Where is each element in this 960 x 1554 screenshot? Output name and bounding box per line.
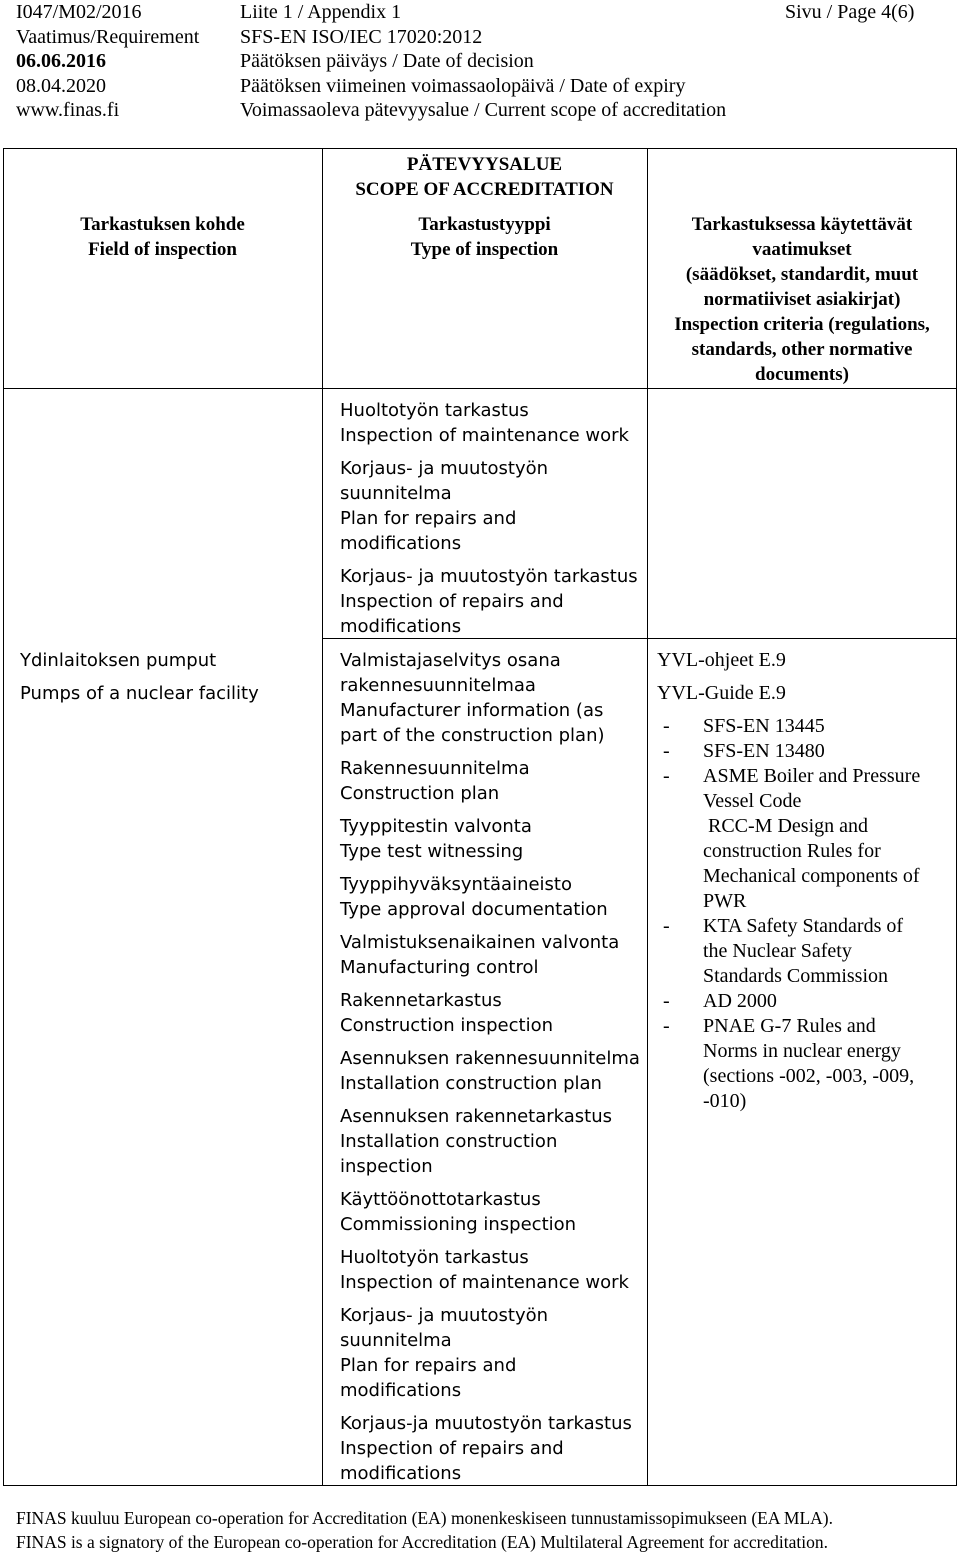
list-item: Korjaus-ja muutostyön tarkastus Inspection of repairs and modifications [340,1413,632,1484]
list-item: Asennuksen rakennetarkastus Installation construction inspection [340,1106,613,1177]
list-item: - ASME Boiler and Pressure Vessel Code RCC-M Design and construction Rules for Mechanical components of PWR [663,765,921,912]
expiry-label: Päätöksen viimeinen voimassaolopäivä / Date of expiry [240,74,686,97]
list-item: Huoltotyön tarkastus Inspection of maintenance work [340,400,629,446]
table-left-border [3,148,4,1486]
list-item: Asennuksen rakennesuunnitelma Installation construction plan [340,1048,640,1094]
row2-inspection-types [340,648,640,1494]
list-item: - SFS-EN 13445 [663,715,825,737]
standards-list [657,714,920,1114]
list-item: Korjaus- ja muutostyön suunnitelma Plan for repairs and modifications [340,1305,549,1401]
column-header-criteria: Tarkastuksessa käytettävät vaatimukset (säädökset, standardit, muut normatiiviset asiakirjat) Inspection criteria (regulations, standards, other normative documents) [674,214,930,385]
scope-label: Voimassaoleva pätevyysalue / Current scope of accreditation [240,99,727,121]
scope-table [3,148,957,1486]
expiry-date: 08.04.2020 [16,74,106,97]
list-item: Tyyppitestin valvonta Type test witnessing [340,816,532,862]
footer-line-fi: FINAS kuuluu European co-operation for Accreditation (EA) monenkeskiseen tunnustamissopimukseen (EA MLA). [16,1508,833,1528]
list-item: - AD 2000 [663,990,777,1012]
appendix-label: Liite 1 / Appendix 1 [240,1,402,23]
list-item: Tyyppihyväksyntäaineisto Type approval documentation [340,874,608,920]
list-item: Korjaus- ja muutostyön suunnitelma Plan for repairs and modifications [340,458,549,554]
list-item: Valmistuksenaikainen valvonta Manufacturing control [340,932,620,978]
decision-date: 06.06.2016 [16,50,106,72]
list-item: Huoltotyön tarkastus Inspection of maintenance work [340,1247,629,1293]
list-item: Valmistajaselvitys osana rakennesuunnitelmaa Manufacturer information (as part of the construction plan) [340,650,605,746]
header-left [16,0,199,123]
header-row-divider [3,388,957,389]
doc-code: I047/M02/2016 [16,1,142,23]
table-top-border [3,148,957,149]
list-item: - PNAE G-7 Rules and Norms in nuclear energy (sections -002, -003, -009, -010) [663,1015,915,1112]
column-header-scope: PÄTEVYYSALUE SCOPE OF ACCREDITATION Tarkastustyyppi Type of inspection [355,154,614,260]
list-item: - KTA Safety Standards of the Nuclear Safety Standards Commission [663,915,904,987]
row2-inspection-criteria [657,648,920,1114]
list-item: Käyttöönottotarkastus Commissioning inspection [340,1189,577,1235]
decision-date-label: Päätöksen päiväys / Date of decision [240,50,534,72]
requirement-label: Vaatimus/Requirement [16,25,200,48]
list-item: - SFS-EN 13480 [663,740,825,762]
row2-field-of-inspection: Ydinlaitoksen pumput Pumps of a nuclear facility [20,650,259,704]
guide-en: YVL-Guide E.9 [657,682,786,704]
website-link[interactable]: www.finas.fi [16,99,120,121]
footer [16,1506,833,1554]
row1-inspection-types [340,398,638,647]
list-item: Rakennetarkastus Construction inspection [340,990,553,1036]
list-item: Rakennesuunnitelma Construction plan [340,758,530,804]
page-number: Sivu / Page 4(6) [785,1,915,23]
header-middle [240,0,726,123]
standard-label: SFS-EN ISO/IEC 17020:2012 [240,25,483,48]
column-divider-1 [322,148,323,1486]
guide-fi: YVL-ohjeet E.9 [657,649,786,671]
footer-line-en: FINAS is a signatory of the European co-operation for Accreditation (EA) Multilateral Agreement for accreditation. [16,1532,829,1552]
list-item: Korjaus- ja muutostyön tarkastus Inspection of repairs and modifications [340,566,638,637]
column-header-field: Tarkastuksen kohde Field of inspection [80,214,245,260]
